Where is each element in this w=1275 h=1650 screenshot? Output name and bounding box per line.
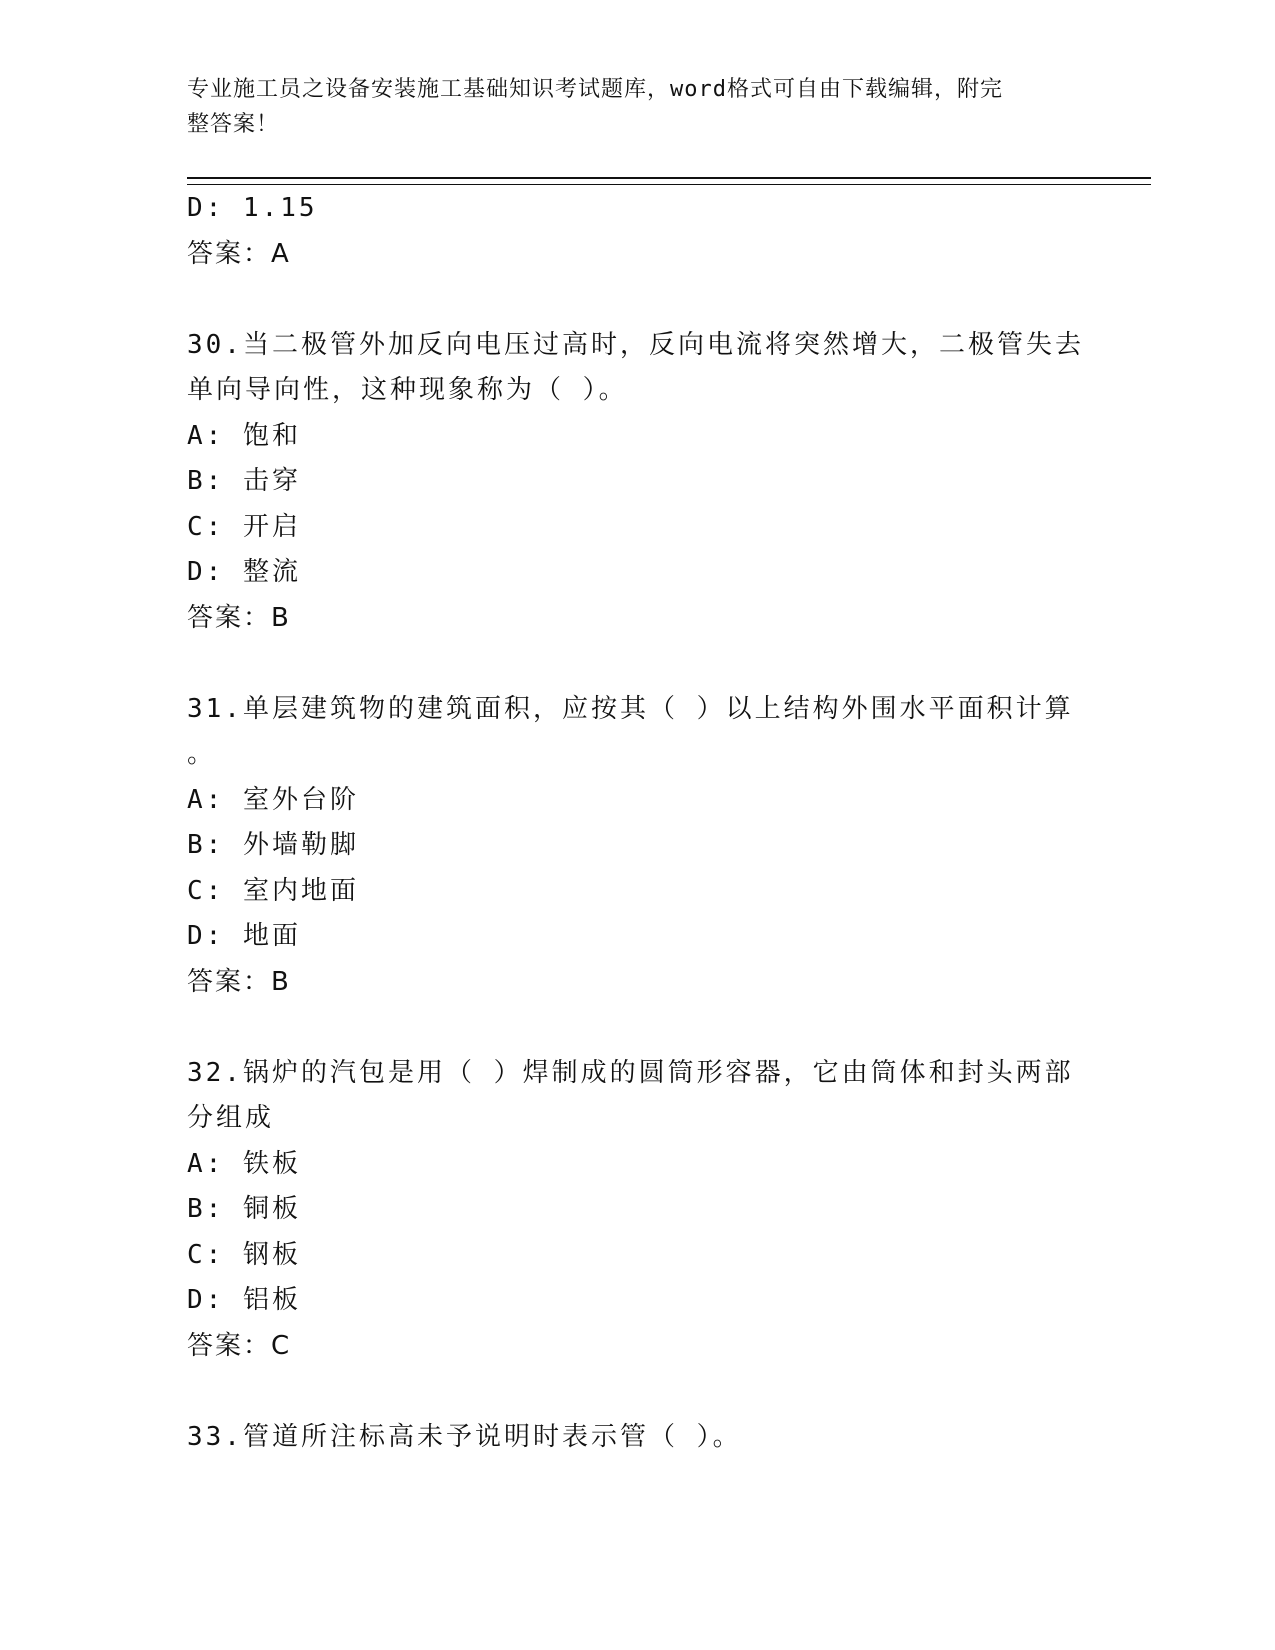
option-b: B: 击穿 (187, 466, 301, 496)
answer-line: 答案：C (187, 1330, 292, 1361)
question-stem: 。 (187, 739, 217, 769)
question-stem: 单向导向性，这种现象称为（ ）。 (187, 375, 628, 405)
answer-line: 答案：B (187, 966, 291, 997)
question-30 (187, 323, 1087, 642)
header-divider (187, 177, 1151, 185)
question-stem: 33.管道所注标高未予说明时表示管（ ）。 (187, 1421, 742, 1452)
question-32 (187, 1051, 1087, 1370)
answer-line: 答案：B (187, 602, 291, 633)
header-line-1: 专业施工员之设备安装施工基础知识考试题库，word格式可自由下载编辑，附完 (187, 77, 1003, 102)
answer-line: 答案：A (187, 238, 291, 269)
option-d: D: 铝板 (187, 1285, 301, 1315)
option-a: A: 室外台阶 (187, 784, 359, 815)
question-content (187, 186, 1087, 1460)
page-header (187, 72, 1067, 142)
option-c: C: 开启 (187, 511, 301, 542)
question-stem: 31.单层建筑物的建筑面积，应按其（ ）以上结构外围水平面积计算 (187, 693, 1074, 724)
question-stem: 30.当二极管外加反向电压过高时，反向电流将突然增大，二极管失去 (187, 329, 1084, 360)
header-line-2: 整答案！ (187, 112, 280, 137)
question-31 (187, 687, 1087, 1006)
previous-question-tail (187, 186, 1087, 277)
option-d: D: 1.15 (187, 193, 318, 223)
option-c: C: 室内地面 (187, 875, 359, 906)
spacer (187, 277, 1087, 323)
question-stem: 32.锅炉的汽包是用（ ）焊制成的圆筒形容器，它由筒体和封头两部 (187, 1057, 1074, 1088)
spacer (187, 1005, 1087, 1051)
spacer (187, 1369, 1087, 1415)
option-d: D: 地面 (187, 921, 301, 951)
option-d: D: 整流 (187, 557, 301, 587)
option-b: B: 铜板 (187, 1194, 301, 1224)
spacer (187, 641, 1087, 687)
option-c: C: 钢板 (187, 1239, 301, 1270)
option-b: B: 外墙勒脚 (187, 830, 359, 860)
question-stem: 分组成 (187, 1103, 275, 1133)
option-a: A: 饱和 (187, 420, 301, 451)
option-a: A: 铁板 (187, 1148, 301, 1179)
question-33 (187, 1415, 1087, 1461)
